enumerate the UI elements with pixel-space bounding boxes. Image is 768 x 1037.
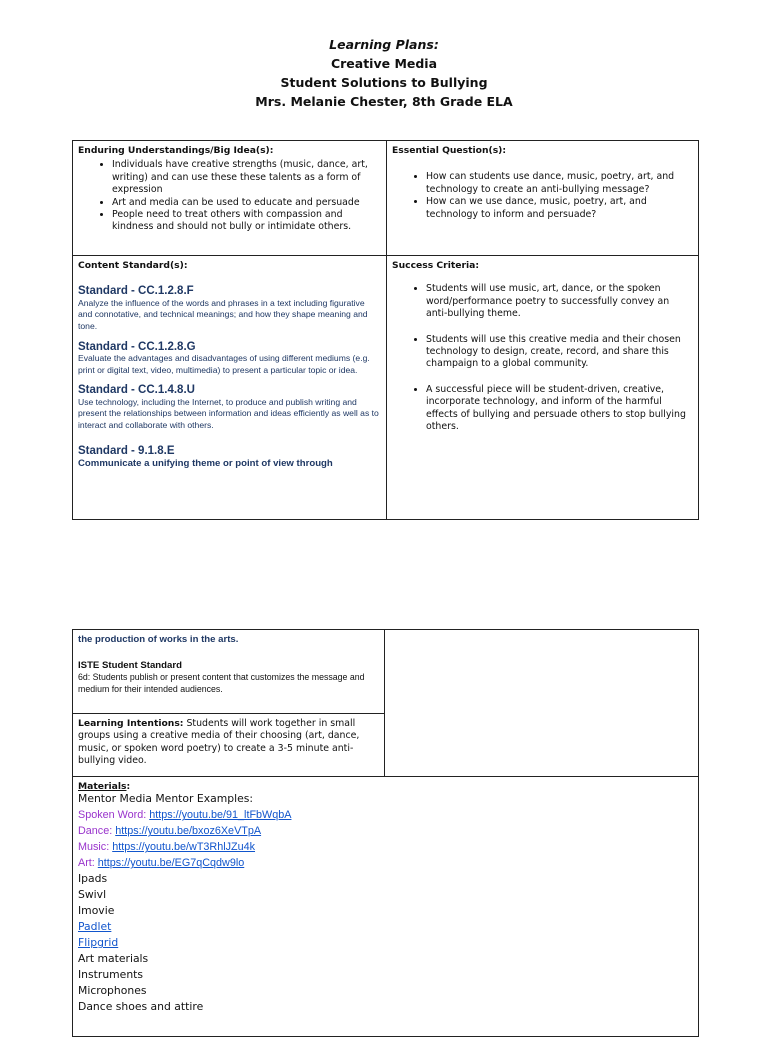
- enduring-item: • Individuals have creative strengths (music, dance, art, writing) and can use these these talents as a form of expression: [112, 159, 381, 196]
- link-label: Music:: [78, 841, 113, 854]
- material-item: Instruments: [78, 968, 144, 982]
- material-item: Ipads: [78, 872, 108, 886]
- essential-heading: Essential Question(s):: [392, 145, 507, 156]
- standard-title: Standard - CC.1.2.8.F: [78, 285, 194, 298]
- plan-table-1: [72, 140, 699, 520]
- success-heading: Success Criteria:: [392, 260, 480, 271]
- mentor-examples-label: Mentor Media Mentor Examples:: [78, 792, 253, 806]
- enduring-heading: Enduring Understandings/Big Idea(s):: [78, 145, 274, 156]
- header-teacher: Mrs. Melanie Chester, 8th Grade ELA: [255, 94, 513, 109]
- flipgrid-link[interactable]: Flipgrid: [78, 936, 119, 950]
- success-item: • Students will use this creative media and their chosen technology to design, create, record, and share this champaign to a global community.: [426, 334, 693, 371]
- mentor-link-row: [78, 855, 693, 871]
- standard-title: Standard - CC.1.4.8.U: [78, 384, 195, 397]
- material-item: Microphones: [78, 984, 147, 998]
- success-item: • A successful piece will be student-driven, creative, incorporate technology, and inform of the harmful effects of bullying and persuade others to stop bullying others.: [426, 384, 693, 434]
- standards-continued-cell: [73, 630, 385, 714]
- content-standards-cell: [73, 256, 387, 520]
- standard-title: Standard - CC.1.2.8.G: [78, 340, 196, 353]
- mentor-link-row: [78, 823, 693, 839]
- standard-text: Analyze the influence of the words and phrases in a text including figurative and connotative, and technical meanings; and how they shape meaning and tone.: [78, 297, 368, 331]
- materials-cell: [73, 777, 699, 1037]
- standard-continuation: the production of works in the arts.: [78, 634, 239, 645]
- link-label: Dance:: [78, 825, 116, 838]
- mentor-link-row: [78, 807, 693, 823]
- dance-link[interactable]: https://youtu.be/bxoz6XeVTpA: [115, 825, 262, 838]
- material-item: Art materials: [78, 952, 149, 966]
- spoken-word-link[interactable]: https://youtu.be/91_ltFbWqbA: [149, 809, 292, 822]
- music-link[interactable]: https://youtu.be/wT3RhlJZu4k: [112, 841, 256, 854]
- material-item: Imovie: [78, 904, 115, 918]
- padlet-link[interactable]: Padlet: [78, 920, 112, 934]
- material-item: Dance shoes and attire: [78, 1000, 204, 1014]
- success-item: • Students will use music, art, dance, or the spoken word/performance poetry to successfully convey an anti-bullying theme.: [426, 283, 693, 320]
- empty-cell: [385, 630, 699, 777]
- learning-intentions-cell: [73, 714, 385, 777]
- header-creative-media: Creative Media: [330, 56, 438, 71]
- standard-text: Use technology, including the Internet, to produce and publish writing and present the relationships between information and ideas efficiently as well as to interact and collaborate with others.: [78, 396, 379, 430]
- essential-item: • How can we use dance, music, poetry, art, and technology to inform and persuade?: [426, 196, 693, 221]
- materials-colon: :: [126, 781, 131, 792]
- standard-text: Evaluate the advantages and disadvantages of using different mediums (e.g. print or digital text, video, multimedia) to present a particular topic or idea.: [78, 353, 370, 375]
- iste-heading: ISTE Student Standard: [78, 660, 182, 671]
- link-label: Art:: [78, 857, 98, 870]
- link-label: Spoken Word:: [78, 809, 150, 822]
- standard-text: Communicate a unifying theme or point of view through: [78, 457, 333, 469]
- iste-text: 6d: Students publish or present content that customizes the message and medium for their intended audiences.: [78, 672, 365, 694]
- enduring-item: • Art and media can be used to educate and persuade: [112, 197, 381, 209]
- plan-table-2: [72, 629, 699, 1037]
- essential-item: • How can students use dance, music, poetry, art, and technology to create an anti-bullying message?: [426, 171, 693, 196]
- learning-intentions-label: Learning Intentions:: [78, 718, 184, 729]
- header-subtitle: Student Solutions to Bullying: [280, 75, 488, 90]
- standard-title: Standard - 9.1.8.E: [78, 445, 175, 458]
- content-heading: Content Standard(s):: [78, 260, 188, 271]
- document-header: [0, 35, 768, 111]
- learning-intentions-text: Students will work together in small groups using a creative media of their choosing (art, dance, music, or spoken word poetry) to create a 3-5 minute anti-bullying video.: [78, 718, 360, 767]
- materials-label: Materials: [78, 781, 127, 792]
- essential-questions-cell: [387, 141, 699, 256]
- success-criteria-cell: [387, 256, 699, 520]
- enduring-understandings-cell: [73, 141, 387, 256]
- enduring-item: • People need to treat others with compassion and kindness and should not bully or intimidate others.: [112, 209, 381, 234]
- header-learning-plans: Learning Plans:: [329, 37, 439, 52]
- material-item: Swivl: [78, 888, 107, 902]
- art-link[interactable]: https://youtu.be/EG7qCqdw9lo: [97, 857, 245, 870]
- mentor-link-row: [78, 839, 693, 855]
